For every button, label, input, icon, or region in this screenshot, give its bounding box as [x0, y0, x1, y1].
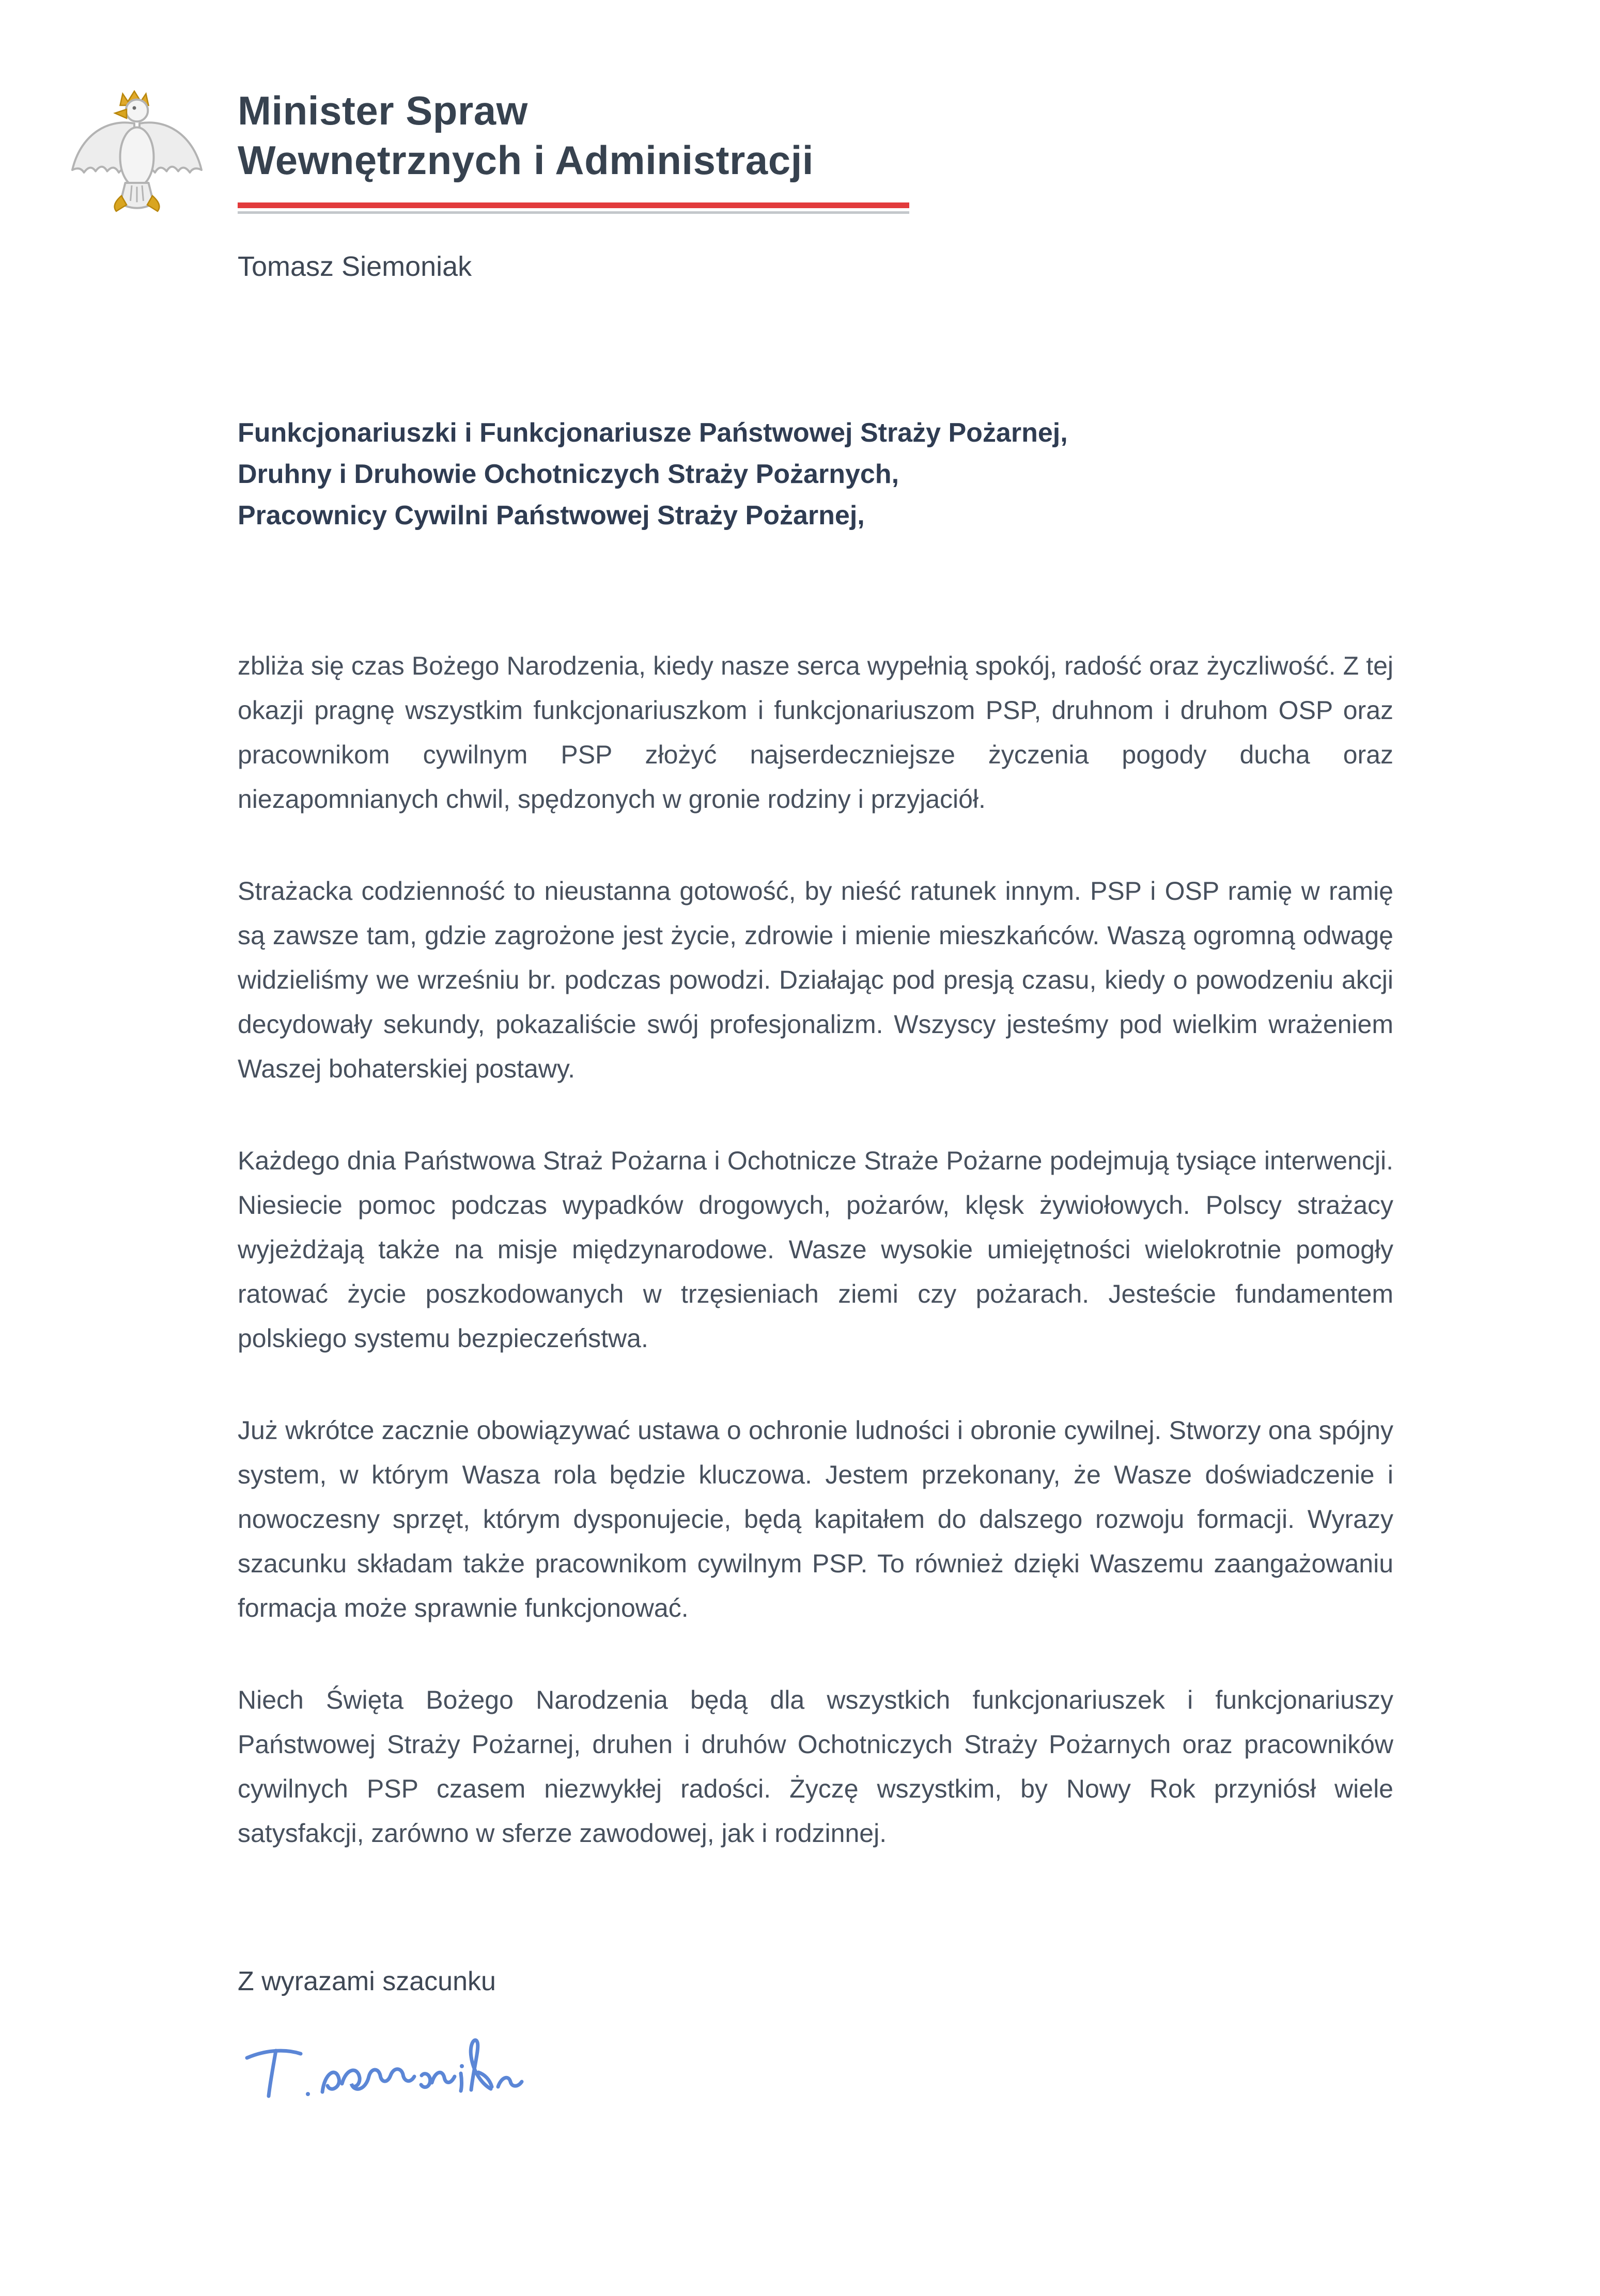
letter-paragraph: Każdego dnia Państwowa Straż Pożarna i Ochotnicze Straże Pożarne podejmują tysiące interwencji. Niesiecie pomoc podczas wypadków drogowych, pożarów, klęsk żywiołowych. Polscy strażacy wyjeżdżają także na misje międzynarodowe. Wasze wysokie umiejętności wielokrotnie pomogły ratować życie poszkodowanych w trzęsieniach ziemi czy pożarach. Jesteście fundamentem polskiego systemu bezpieczeństwa.	[238, 1146, 1393, 1353]
polish-eagle-emblem-icon	[59, 76, 214, 238]
letterhead-divider-gray-line	[238, 211, 909, 214]
ministry-name-line1: Minister Spraw	[238, 88, 528, 133]
closing-line: Z wyrazami szacunku	[238, 1966, 496, 1996]
salutation-line: Druhny i Druhowie Ochotniczych Straży Pożarnych,	[238, 459, 899, 489]
signature-handwriting	[238, 2017, 579, 2120]
letterhead-divider	[238, 202, 909, 214]
letter-body	[0, 412, 1600, 2120]
ministry-name-line2: Wewnętrznych i Administracji	[238, 137, 814, 183]
salutation	[238, 412, 1393, 536]
ministry-block	[238, 76, 909, 282]
letterhead-divider-red-line	[238, 202, 909, 208]
salutation-line: Funkcjonariuszki i Funkcjonariusze Państwowej Straży Pożarnej,	[238, 418, 1068, 448]
letter-paragraph: Strażacka codzienność to nieustanna gotowość, by nieść ratunek innym. PSP i OSP ramię w ramię są zawsze tam, gdzie zagrożone jest życie, zdrowie i mienie mieszkańców. Waszą ogromną odwagę widzieliśmy we wrześniu br. podczas powodzi. Działając pod presją czasu, kiedy o powodzeniu akcji decydowały sekundy, pokazaliście swój profesjonalizm. Wszyscy jesteśmy pod wielkim wrażeniem Waszej bohaterskiej postawy.	[238, 877, 1393, 1083]
salutation-line: Pracownicy Cywilni Państwowej Straży Pożarnej,	[238, 501, 865, 530]
minister-name: Tomasz Siemoniak	[238, 251, 472, 282]
letter-paragraph: Już wkrótce zacznie obowiązywać ustawa o ochronie ludności i obronie cywilnej. Stworzy ona spójny system, w którym Wasza rola będzie kluczowa. Jestem przekonany, że Wasze doświadczenie i nowoczesny sprzęt, którym dysponujecie, będą kapitałem do dalszego rozwoju formacji. Wyrazy szacunku składam także pracownikom cywilnym PSP. To również dzięki Waszemu zaangażowaniu formacja może sprawnie funkcjonować.	[238, 1416, 1393, 1622]
letter-paragraph: Niech Święta Bożego Narodzenia będą dla wszystkich funkcjonariuszek i funkcjonariuszy Państwowej Straży Pożarnej, druhen i druhów Ochotniczych Straży Pożarnych oraz pracowników cywilnych PSP czasem niezwykłej radości. Życzę wszystkim, by Nowy Rok przyniósł wiele satysfakcji, zarówno w sferze zawodowej, jak i rodzinnej.	[238, 1685, 1393, 1848]
letterhead	[0, 0, 1600, 282]
letter-paragraphs	[238, 644, 1393, 1855]
letter-paragraph: zbliża się czas Bożego Narodzenia, kiedy nasze serca wypełnią spokój, radość oraz życzliwość. Z tej okazji pragnę wszystkim funkcjonariuszkom i funkcjonariuszom PSP, druhnom i druhom OSP oraz pracownikom cywilnym PSP złożyć najserdeczniejsze życzenia pogody ducha oraz niezapomnianych chwil, spędzonych w gronie rodziny i przyjaciół.	[238, 651, 1393, 814]
